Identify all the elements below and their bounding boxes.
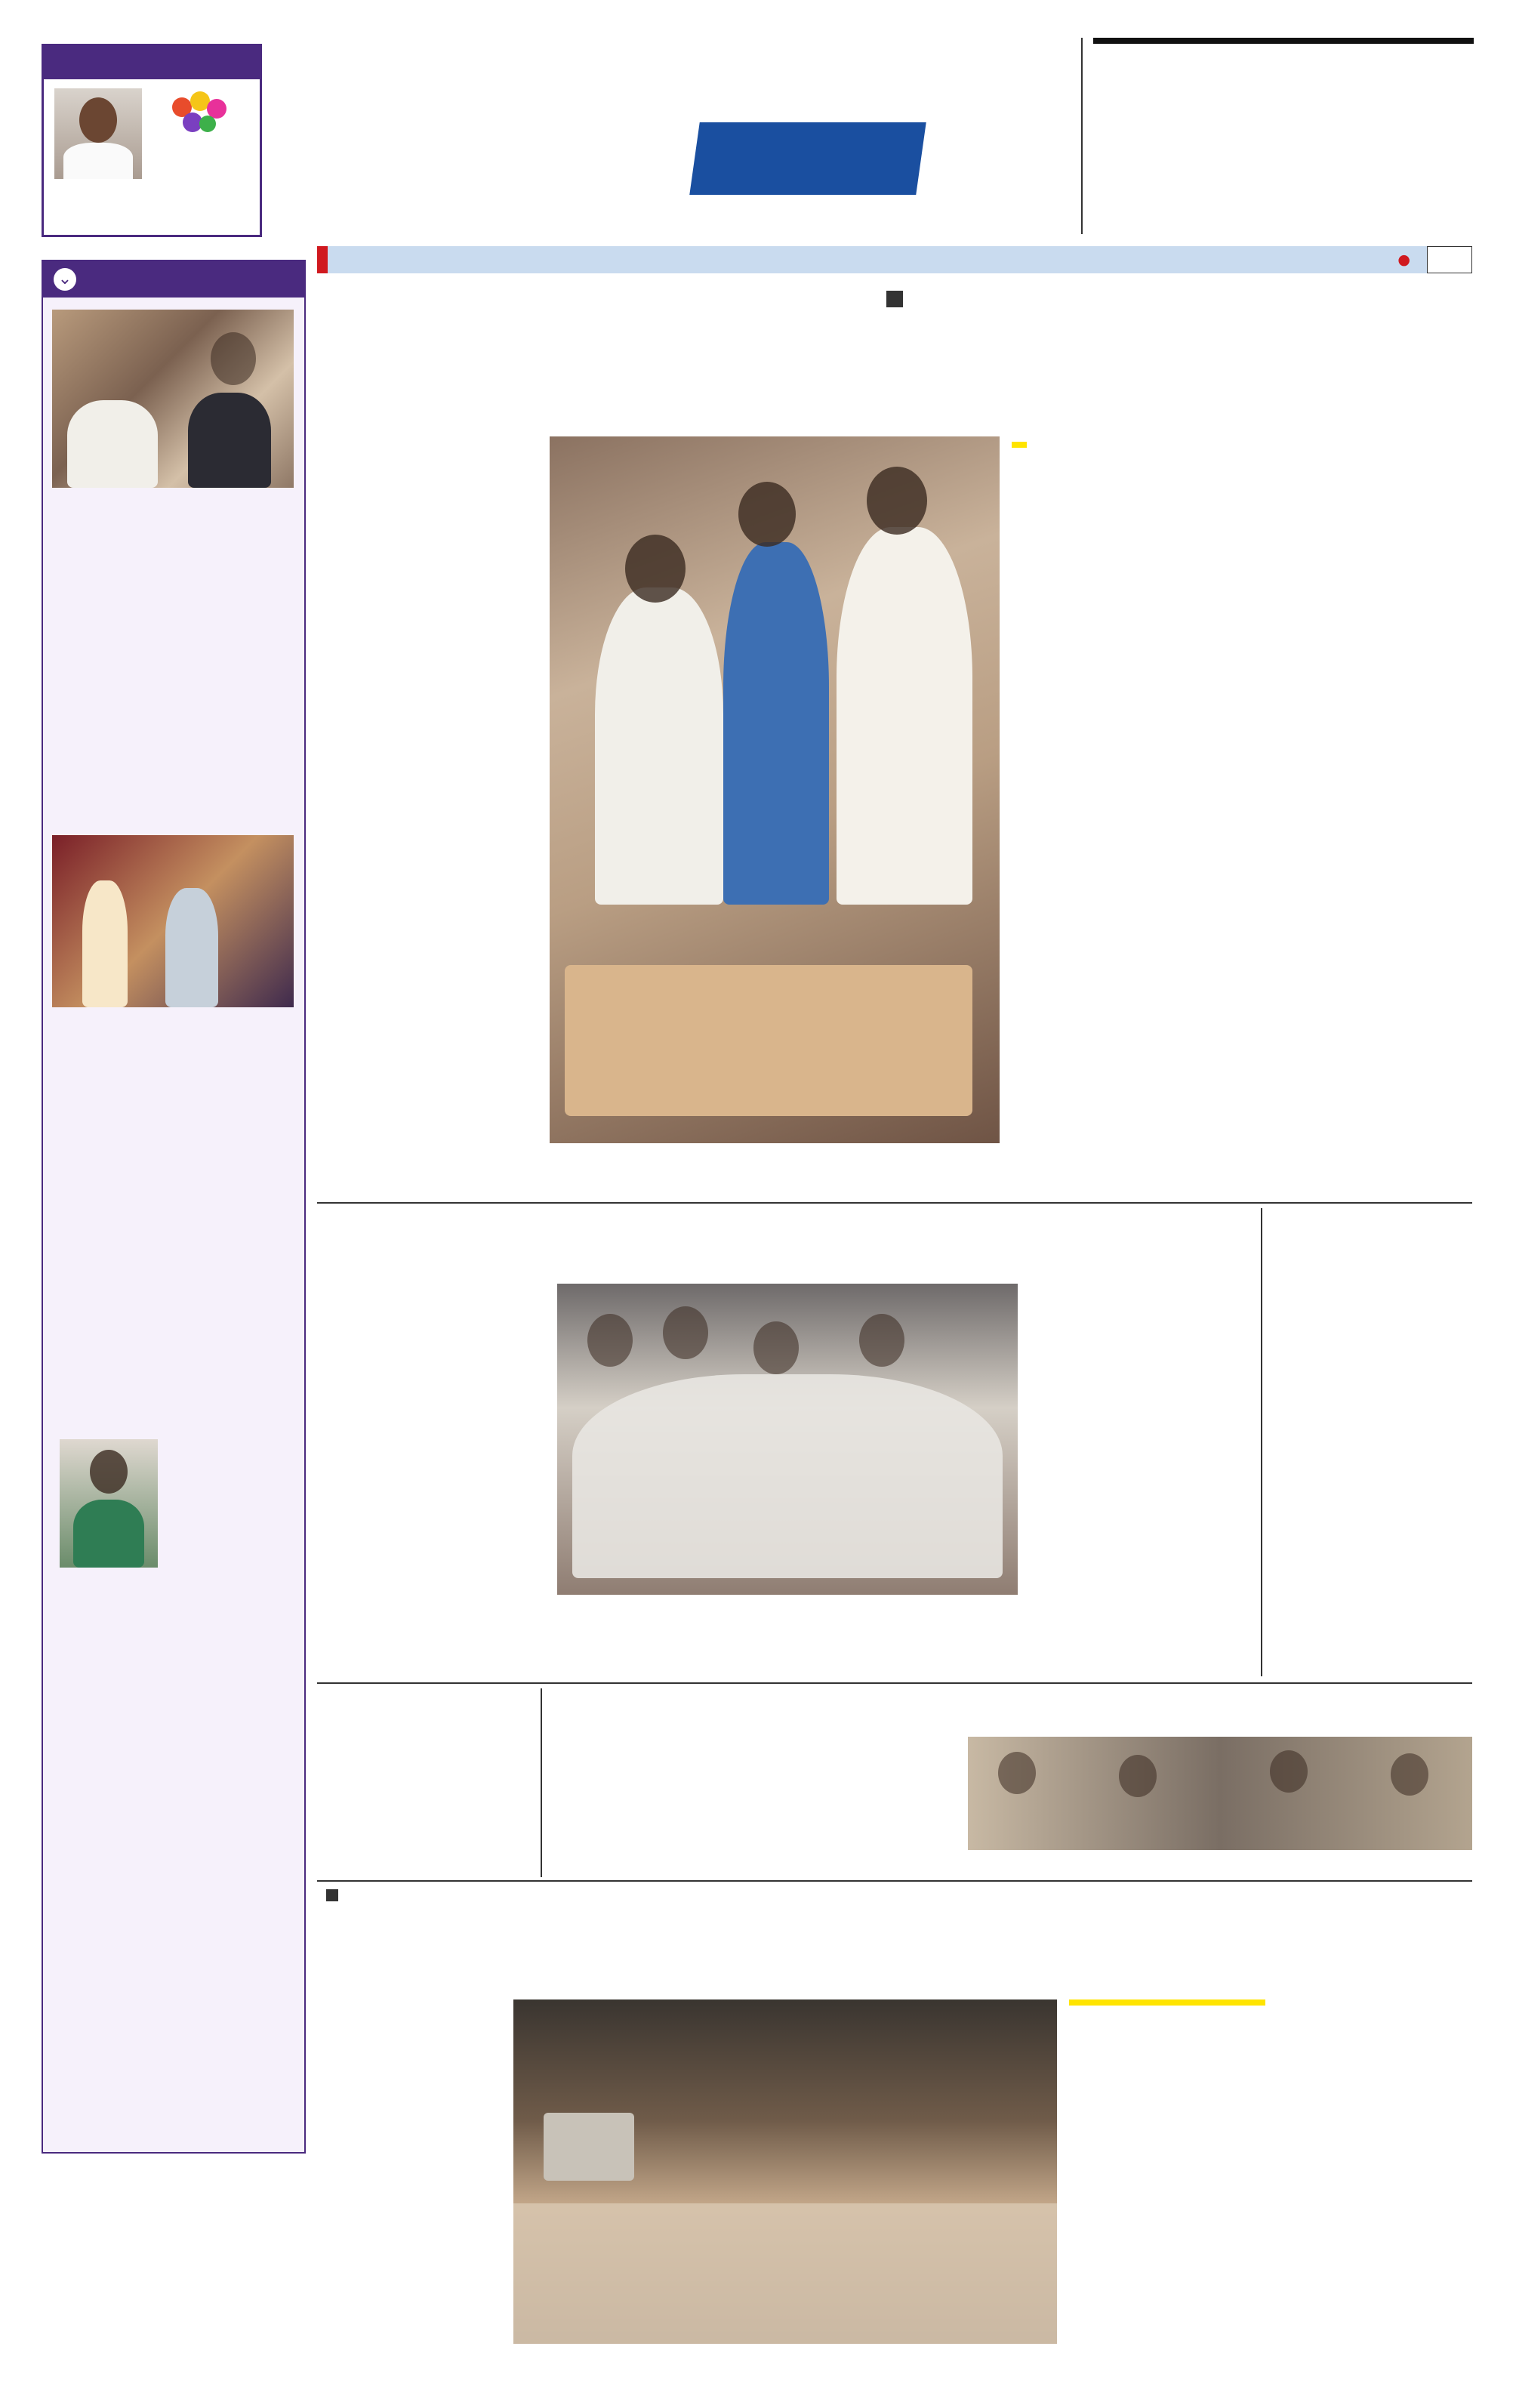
karkhana-box-title xyxy=(1069,1999,1265,2006)
top-right-headline xyxy=(1093,38,1474,44)
page-number xyxy=(1427,246,1472,273)
story2-col1 xyxy=(317,1285,544,1648)
fast-news-body-2 xyxy=(52,1016,298,1318)
birthday-title xyxy=(44,46,260,79)
fast-news-photo-1 xyxy=(52,310,294,488)
story2-photo xyxy=(557,1284,1018,1595)
fast-news-body-4 xyxy=(52,1909,298,2098)
camp-col1 xyxy=(551,1747,740,1858)
birthday-box xyxy=(42,44,262,237)
kicker-square-icon xyxy=(886,291,903,307)
masthead-next xyxy=(689,122,926,195)
flower-bouquet-icon xyxy=(165,91,233,152)
karkhana-photo-body xyxy=(513,2371,1472,2408)
fast-news-body-1 xyxy=(52,501,298,766)
lead-photo xyxy=(550,436,1000,1143)
top-right-story xyxy=(1081,38,1474,234)
lead-box-title xyxy=(1012,442,1027,448)
camp-col2 xyxy=(752,1741,956,1877)
date-pin-icon xyxy=(317,246,328,273)
lead-col2 xyxy=(1012,597,1231,1190)
lead-highlight-box xyxy=(1012,436,1472,578)
kicker-square-icon-2 xyxy=(326,1889,338,1901)
lead-box-body xyxy=(1012,455,1472,561)
lead-col3 xyxy=(1246,597,1472,1190)
karkhana-col4 xyxy=(1276,1999,1472,2369)
date-bar xyxy=(317,246,1472,273)
story2-caption xyxy=(557,1601,1018,1672)
fast-news-photo-3 xyxy=(60,1439,158,1568)
fast-news-photo-2 xyxy=(52,835,294,1007)
epaper-icon: ● xyxy=(1397,251,1410,268)
karkhana-col3 xyxy=(1069,2226,1265,2369)
camp-photo xyxy=(968,1737,1472,1850)
lead-col1 xyxy=(317,435,536,1169)
karkhana-box-body xyxy=(1069,2010,1265,2169)
karkhana-highlight-box xyxy=(1069,1999,1265,2218)
story2-col3 xyxy=(1033,1279,1252,1672)
fast-news-header xyxy=(43,261,304,298)
birthday-photo xyxy=(54,88,142,179)
karkhana-col1 xyxy=(317,2006,506,2383)
fast-news-column xyxy=(42,260,306,2154)
masthead xyxy=(317,38,1072,227)
chevron-down-icon: ⌄ xyxy=(54,268,76,291)
karkhana-photo xyxy=(513,1999,1057,2344)
